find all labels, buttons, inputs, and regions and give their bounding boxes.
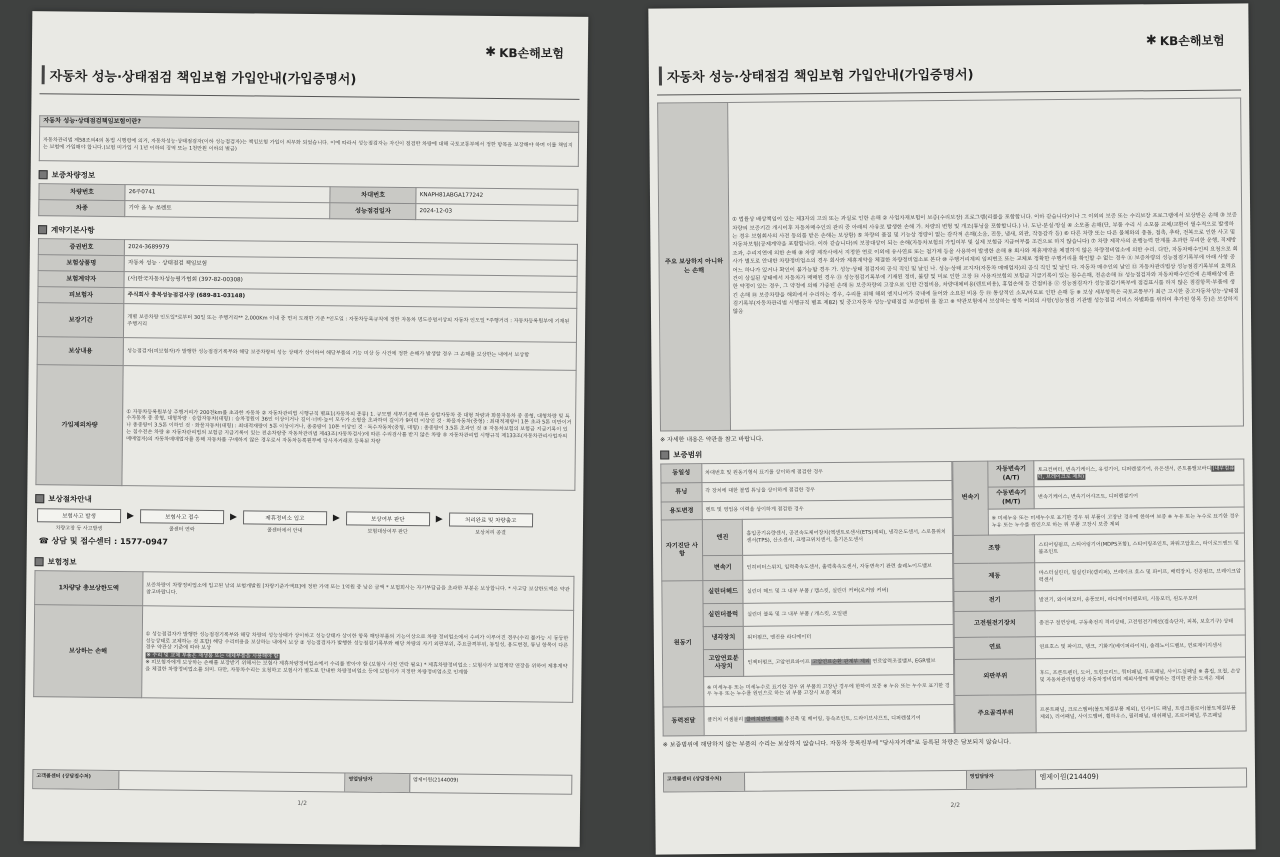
diag-engine-key: 엔진: [702, 520, 743, 556]
page-title: 자동차 성능·상태점검 책임보험 가입안내(가입증명서): [659, 64, 974, 86]
auto-trans-value: 토크컨버터, 변속기케이스, 유성기어, 디퍼렌셜기어, 유온센서, 콘트롤밸브바디: [1037, 465, 1212, 474]
scope-value: 마스터실린더, 힐실린더(캘리퍼), 브레이크 호스 및 파이프, 배력장치, 진공펌프, 브레이크압력센서: [1035, 561, 1245, 591]
flow-step: [243, 510, 327, 534]
power-train-value2: 추진축 및 베어링, 등속조인트, 드라이브샤프트, 디퍼렌셜기어: [783, 715, 921, 723]
not-covered-text: ① 법률상 배상책임이 있는 제3자의 고의 또는 과실로 인한 손해 ② 사업자재보험이 보증(수리보장) 프로그램(리콜을 포함합니다. 이하 같습니다)이나 그 이외의 보증 또는 수리보장 프로그램에서 보상받은 손해 ③ 보증차량의 보증기간 개시이후 자동차매수인의 관리 중 아래의 사유로 발생한 손해 가. 차량의 변형 및 개조(튜닝을 포함합니다.) 나. 도난·분실·망실 ④ 소모품 손해(단, 부품 수리 시 소모품 교체/교환이 필수적으로 발생하는 경우 보험회사의 사전 동의를 받은 손해는 보상함) ⑤ 차량의 품질 및 기능상 정량이 없는 감각적 손해(소음, 진동, 냄새, 외관, 작동감각 등) ⑥ 다른 차량 또는 다른 물체와의 충돌, 접촉, 추락, 전복으로 인한 사고 및 자동차보험(공제계약을 포함합니다. 이하 같습니다)의 보장대상이 되는 손해(자동차보험의 가입여부 및 실제 보험금 지급여부를 조건으로 하지 않습니다) ⑦ 차량 제작사의 운행능력 한계를 초과한 무리한 운행, 직제방 조과, 수리지연에 의한 손해 ⑧ 차량 제작사에서 지정한 연료 이외에 유사연료 또는 첨가제 등을 사용하여 발생한 손해 ⑨ 회사와 제휴계약을 체결하지 않은 차량정비업소에 의한 수리. 다만, 자동차매수인의 요청으로 회사가 별도로 안내한 차량정비업소의 경우 회사와 제휴계약을 체결한 차량정비업소로 본다 ⑩ 주행거리계의 임의변조 또는 교체로 정확한 주행거리를 확인할 수 없는 경우 ⑪ 보증차량의 성능점검기록부에 아래 사항 중 어느 하나가 있거나 확인이 불가능할 경우 가. 성능·상태 점검자의 공식 직인 및 날인 나. 성능·상태 교지자(자동차 매매업자)의 공식 직인 및 날인 다. 자동차 매수인의 날인 ⑫ 자동차관리법상 성능점검기록부의 효력요건이 상실된 상태에서 자동차가 매매된 경우 ⑬ 성능점검기록부에 기재된 정비, 불량 및 미로 인한 고장 ⑭ 사용자보험의 보험금 지급기록이 있는 침수손해, 전손손해 ⑮ 성능점검자와 자동차매수인간에 손해배상에 관한 약정이 있는 경우, 그 약정에 의해 가중된 손해 ⑯ 보증차량의 고장으로 인한 간접비용, 차량대체비용(렌트비용), 휴업손해 등 간접비용 ⑰ 성능점검자가 성능점검기록부에 점검표시를 하지 않은 점검항목·부품에 생긴 손해 ⑱ 보증차량을 해외에서 수리하는 경우, 수리를 위해 해외 엔지니어가 국내에 들어와 소요된 비용 등 ⑲ 통상적인 소모/마모로 인한 손해 등 ※ 보상 세부항목은 국토교통부가 최근 고시한 중고자동차성능·상태점검기록부(자동차관리법 시행규칙 별표 제82) 및 중고자동차 성능·상태점검 보증범위 를 참고 ※ 약관보험에서 보상하는 항목 이외의 사항(성능점검 기관별 성능점검 서비스 차별화를 위하여 추가된 항목 등)은 보상하지 않음: [728, 98, 1244, 430]
manual-trans-value: 변속기케이스, 변속기어샤프트, 디퍼렌셜기어: [1034, 485, 1244, 509]
scope-left-table: [660, 461, 954, 737]
contract-key: 피보험자: [38, 287, 124, 304]
flow-box: 보상여부 판단: [346, 511, 430, 526]
section-square-icon: [38, 225, 47, 234]
section-insurance-title: 보험정보: [47, 557, 77, 567]
section-square-icon: [660, 450, 669, 459]
auto-trans-cell: [1034, 459, 1244, 487]
scope-value: 렌트 및 영업용 이력을 상이하게 점검한 경우: [702, 499, 952, 520]
period-text: 개별 보증차량 인도일*로부터 30일 또는 주행거리** 2,000Km 이내 중 먼저 도래한 기준 *인도일 : 자동차등록규칙에 정한 자동차 명도증명서상의 자동차 인도일 *주행거리 : 자동차등록원부에 기재된 주행거리: [124, 304, 577, 343]
section-scope-header: [660, 444, 1244, 460]
scope-value: 프론트패널, 크로스멤버(볼트체결부품 제외), 인사이드 패널, 트렁크플로어(볼트체결부품 제외), 리어패널, 사이드멤버, 휠하우스, 필러패널, 대쉬패널, 프로어패널, 루프패널: [1036, 693, 1246, 733]
covered-loss-highlight: ※ 수리 및 교체 부품은 재생품 또는 대체부품을 사용해야 함: [146, 652, 279, 660]
document-page-2: [648, 3, 1255, 854]
scope-key: 전기: [954, 591, 1036, 612]
scope-key: 외판부위: [955, 659, 1037, 696]
scope-value: 후드, 프론트펜더, 도어, 트렁크리드, 쿼터패널, 루프패널, 사이드실패널 ※ 흠집, 요철, 손상 및 자동차관리법령상 자동차정비업의 제외사항에 해당하는 경미한 판금·도색은 제외: [1036, 657, 1246, 695]
brand-logo: [1146, 32, 1225, 50]
limit-text: 보증차량이 차량정비업소에 입고된 날의 보험개발원 [차량기준가액표]에 정한 가액 또는 1억원 중 낮은 금액 * 보험회사는 자기부담금을 초과한 부분은 보상합니다. * 사고당 보상한도액은 약관 참고바랍니다.: [142, 572, 574, 611]
footer-agent-value: 엠제이원(214409): [1039, 772, 1099, 782]
intro-text: 자동차관리법 제58조의4의 동법 시행령에 의거, 자동차성능·상태점검자(이하 성능점검자)는 책임보험 가입이 의무화 되었습니다. 이에 따라서 성능점검자는 자신이 점검한 차량에 대해 국토교통부에서 정한 항목을 보장해야 하며 이를 책임지는 보험에 가입해야 합니다.(보험 미가입 시 1년 이하의 징역 또는 1천만원 이하의 벌금): [39, 127, 578, 167]
engine-part-value2: 연료압력조절밸브, EGR밸브: [870, 658, 936, 665]
section-square-icon: [39, 170, 48, 179]
not-covered-label: 주요 보상하지 아니하는 손해: [658, 102, 731, 431]
page-number: 1/2: [297, 799, 307, 808]
engine-label: 원동기: [662, 581, 704, 707]
contract-key: 증권번호: [38, 239, 124, 256]
see-terms-note: ※ 자세한 내용은 약관을 참고 바랍니다.: [660, 435, 764, 444]
scope-value: 충전구 절연상태, 구동축전지 격리상태, 고전원전기배선(접속단자, 피복, 보호기구) 상태: [1036, 609, 1246, 637]
power-train-cell: [704, 704, 955, 736]
model-label: 차종: [39, 200, 125, 217]
scope-key: 제동: [954, 563, 1036, 592]
section-vehicle-title: 보증차량정보: [51, 170, 96, 180]
footer-blank: [119, 771, 345, 791]
contract-value: 주식회사 충북성능점검사장 (689-81-03148): [124, 288, 577, 309]
flow-box: 처리완료 및 차량출고: [449, 513, 533, 528]
footer-agent-value: 엠제이원(2144009): [412, 777, 459, 784]
section-scope-title: 보증범위: [673, 450, 703, 460]
inspect-date-label: 성능점검일자: [330, 203, 416, 220]
divider: [39, 93, 579, 100]
page1-body: [33, 115, 579, 703]
covered-loss-label: 보상하는 손해: [34, 605, 143, 698]
scope-value: 연료호스 및 파이프, 탱크, 기화기(베이퍼라이저), 솔레노이드밸브, 연료계이지센서: [1036, 635, 1246, 659]
document-page-1: [24, 11, 589, 847]
arrow-right-icon: ▶: [332, 513, 340, 524]
vin-label: 차대번호: [330, 187, 416, 204]
flow-caption: 차량고장 등 사고발생: [55, 525, 103, 532]
scope-value: 차대번호 및 원동기형식 표기를 상이하게 점검한 경우: [702, 462, 952, 483]
page2-body: [657, 97, 1247, 748]
flow-step: [346, 511, 430, 535]
kb-star-icon: ✱: [1145, 33, 1157, 49]
page2-footer: [663, 767, 1247, 792]
footer-callcenter-label: 고객콜센터 (상담접수처): [33, 770, 119, 789]
flow-caption: 콜센터 연락: [168, 526, 195, 533]
contract-value: (사)한국자동차성능평가협회 (397-82-00308): [124, 272, 577, 293]
scope-right-table: [952, 458, 1246, 734]
scope-key: 용도변경: [661, 501, 702, 520]
excluded-label: 가입제외차량: [36, 365, 123, 486]
coverage-label: 보상내용: [37, 337, 124, 366]
engine-part-value: 실린더 블록 및 그 내부 부품 / 개스킷, 오일팬: [743, 602, 953, 627]
coverage-text: 성능점검자(피보험자)가 발행한 성능점검기록부와 해당 보증차량의 성능 상태가 상이하여 해당부품의 기능 미상 등 사건에 정한 손해가 발생할 경우 그 손해를 보상한는 내에서 보상함: [123, 338, 576, 371]
arrow-right-icon: ▶: [127, 511, 135, 522]
scope-grid: [660, 458, 1246, 736]
call-center-number: ☎ 상담 및 접수센터 : 1577-0947: [38, 536, 168, 547]
page-number: 2/2: [950, 801, 961, 810]
auto-trans-key: 자동변속기(A/T): [988, 461, 1035, 487]
power-train-highlight: 클러치판면 제외: [745, 716, 783, 724]
engine-part-value: 실린더 헤드 및 그 내부 부품 / 캠스킷, 실린더 커버(로커암 커버): [743, 579, 953, 604]
manual-trans-key: 수동변속기(M/T): [988, 487, 1035, 509]
scope-value: 각 장치에 대한 불법 튜닝을 상이하게 점검한 경우: [702, 480, 952, 501]
scope-key: 조향: [953, 535, 1035, 564]
flow-step: [140, 509, 224, 533]
scope-key: 고전원전기장치: [954, 611, 1036, 638]
car-no-label: 차량번호: [39, 184, 125, 201]
auto-trans-highlight: (내부컴퓨터, 브레이크로 제외): [1037, 465, 1235, 480]
divider: [657, 89, 1241, 95]
self-diagnosis-label: 자기진단 사항: [661, 520, 702, 581]
contract-value: 자동차 성능 · 상태점검 책임보험: [124, 256, 577, 277]
scope-bottom-note: ※ 보증범위에 해당하지 않는 부품의 수리는 보상하지 않습니다. 자동차 등록원부에 "당사자거래"로 등록된 차량은 담보되지 않습니다.: [662, 738, 1012, 749]
diag-engine-value: 흡입공기유량센서, 공전속도제어장치(엑센트로센서(ETS)제외), 냉각온도센서, 스로틀위치센서(TPS), 산소센서, 크랭크위치센서, 흡기온도센서: [743, 518, 953, 555]
section-claim-title: 보상절차안내: [48, 494, 92, 504]
flow-box: 보험사고 발생: [37, 508, 121, 523]
scope-key: 주요골격부위: [955, 695, 1037, 734]
covered-loss-text: ① 성능점검자가 발행한 성능점검기록부와 해당 차량의 성능상태가 상이하고 성능상태가 상이한 항목 해당부품의 기능이상으로 차량 정비업소에서 수리가 이루어진 경우(수리 불가능 시 동등한 성능상태로 교체하는 것 포함) 해당 수리비용을 보상하는 내에서 보상 ② 성능점검자가 발행한 성능점검기록부와 해당 차량의 자기 외판부위, 주요골격부위, 동일성, 용도변경, 튜닝 항목이 다른 경우 약관상 기준에 따라 보상: [145, 631, 569, 652]
section-square-icon: [35, 494, 44, 503]
engine-part-highlight: 고압연료순환 관계부 제외: [812, 658, 870, 666]
transmission-label: 변속기: [953, 461, 989, 535]
scope-key: 동일성: [661, 464, 702, 483]
section-square-icon: [35, 557, 44, 566]
not-covered-table: [657, 97, 1244, 431]
engine-note: ※ 미세누유 또는 미세누수로 표기한 경우 위 부품의 고장난 경우에 한하여 보증 ※ 누유 또는 누수로 표기한 경우 누유 또는 누수를 원인으로 하는 위 부품 고장시 보증 제외: [703, 675, 954, 706]
limit-label: 1차량당 총보상한도액: [35, 571, 143, 606]
page-title: 자동차 성능·상태점검 책임보험 가입안내(가입증명서): [42, 65, 357, 87]
period-label: 보장기간: [37, 303, 124, 338]
kb-star-icon: ✱: [485, 44, 497, 60]
page1-footer: [32, 769, 572, 795]
footer-agent-label: 영업담당자: [967, 770, 1037, 789]
vin-value: KNAPH81ABGA177242: [416, 188, 578, 206]
inspect-date-value: 2024-12-03: [416, 204, 578, 222]
arrow-right-icon: ▶: [435, 514, 443, 525]
scope-key: 튜닝: [661, 483, 702, 502]
engine-part-value: 인젝터펌프, 고압연료파이프: [747, 659, 810, 666]
brand-logo: [485, 44, 564, 62]
flow-caption: 보상처리 종결: [475, 529, 506, 537]
footer-agent-label: 영업담당자: [345, 773, 410, 792]
flow-step: [37, 508, 121, 532]
covered-loss-cell: [141, 606, 573, 703]
flow-box: 보험사고 접수: [140, 509, 224, 524]
model-value: 기아 올 뉴 쏘렌토: [125, 201, 330, 219]
contract-table: [35, 238, 578, 491]
engine-part-key: 실린더블럭: [703, 603, 744, 626]
power-train-key: 동력전달: [663, 706, 704, 736]
excluded-text: ① 자동차등록원부상 주행거리가 200천km를 초과한 자동차 ② 자동차관리법 시행규칙 별표1(자동차의 종류) 1. 규모별 세부기준에 따른 승합자동차 중 대형 차량과 화물자동차 중 중형, 대형차량 및 특수자동차 중 중형, 대형차량 · 승합자동차(대형) : 승차정원이 36인 이상이거나 길이·너비·높이 모두가 소형을 초과하여 길이가 9미터 이상인 것 · 화물자동차(중형) : 최대적재량이 1톤 초과 5톤 미만이거나 총중량이 3.5톤 이하인 것 · 화물자동차(대형) : 최대적재량이 5톤 이상이거나, 총중량이 10톤 이상인 것 · 특수자동차(중형, 대형) : 총중량이 3.5톤 초과인 것 ③ 자동차보험의 보험금 지급기록이 있는 침수전손 차량 ④ 자동차관리법의 보험금 지급기록이 있는 전손차량중 자동차관리법 제43조(자동차검사)에 따른 수리검사를 받지 않은 차량 ⑤ 자동차관리법 시행규칙 제133조(자동차관리사업자의 매매업자)의 자동차매매업자를 통해 자동차를 구매하지 않은 경우로서 자동차등록원부에 당사자거래로 등록된 차량: [122, 366, 576, 491]
engine-part-cell: [744, 648, 954, 677]
insurance-table: [33, 570, 574, 703]
arrow-right-icon: ▶: [229, 512, 237, 523]
contract-key: 보험상품명: [38, 255, 124, 272]
covered-loss-note: ※ 피보험자에게 보상하는 손해를 보장받기 위해서는 보험사 제휴차량정비업소에서 수리를 받아야 함 (보험사 사전 연락 필요) * 제휴차량정비업소 : 보험사가 보험계약 연장을 위하여 제휴계약을 체결한 차량정비업소를 의미. 다만, 자동차수리는 요청하고 보험사가 별도로 안내한 차량정비업소 등에 보험사가 지정한 차량정비업소로 인계함: [145, 659, 568, 676]
car-no-value: 26주0741: [125, 185, 330, 203]
vehicle-table: [38, 183, 578, 222]
contract-key: 보험계약자: [38, 271, 124, 288]
footer-callcenter-label: 고객콜센터 (상담접수처): [664, 773, 746, 792]
flow-caption: 보험대상여부 판단: [367, 528, 408, 536]
footer-blank: [745, 771, 966, 791]
engine-part-key: 냉각장치: [703, 626, 744, 649]
transmission-note: ※ 미세누유 또는 미세누수로 표기한 경우 위 부품이 고장난 경우에 한하여 보증 ※ 누유 또는 누수로 표기한 경우 누유 또는 누수를 원인으로 하는 위 부품 고장시 보증 제외: [988, 507, 1244, 535]
section-contract-title: 계약기본사항: [51, 225, 95, 235]
engine-part-key: 고압연료분사장치: [703, 649, 744, 677]
brand-name: KB손해보험: [499, 46, 565, 61]
engine-part-value: 워터펌프, 엔진용 라디에이터: [744, 625, 954, 650]
power-train-value: 클러치 어셈블리: [707, 717, 744, 724]
flow-step: [449, 513, 533, 537]
intro-title: 자동차 성능·상태점검책임보험이란?: [40, 116, 579, 133]
diag-trans-value: 인히비터스위치, 입력축속도센서, 출력축속도센서, 자동변속기 관련 솔레노이드밸브: [743, 554, 953, 581]
intro-table: [39, 115, 579, 167]
scope-value: 발전기, 와이퍼모터, 송풍모터, 라디에이터팬모터, 시동모터, 윈도우모터: [1035, 589, 1245, 611]
scope-key: 연료: [954, 637, 1036, 660]
brand-name: KB손해보험: [1159, 33, 1225, 49]
contract-value: 2024-3689979: [125, 240, 578, 261]
diag-trans-key: 변속기: [702, 555, 743, 580]
engine-part-key: 실린더헤드: [703, 580, 744, 603]
scope-value: 스티어링펌프, 스티어링기어(MDPS포함), 스티어링조인트, 파워고압호스, 타이로드엔드 및 볼조인트: [1035, 533, 1245, 563]
flow-caption: 콜센터에서 안내: [267, 527, 303, 535]
flow-box: 제휴정비소 입고: [243, 510, 327, 525]
